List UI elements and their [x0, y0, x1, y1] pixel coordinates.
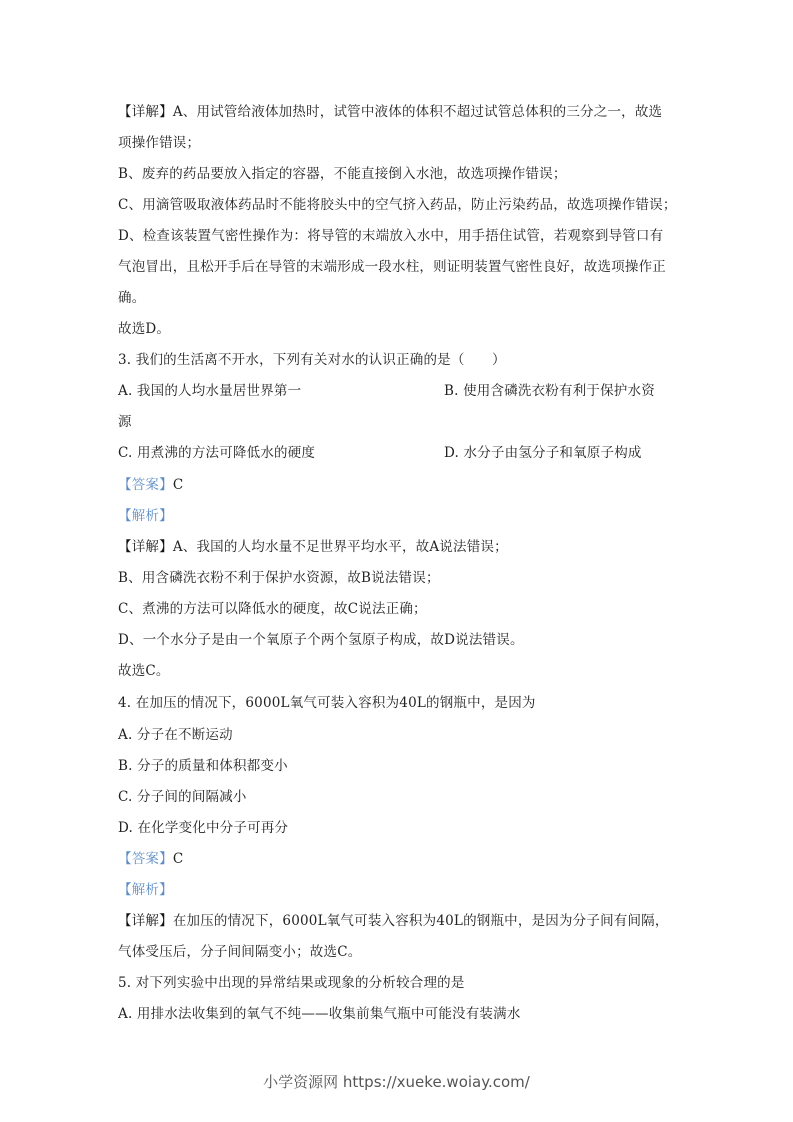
q3-detail-2: B、用含磷洗衣粉不利于保护水资源，故B说法错误； [118, 570, 440, 586]
q3-detail-3: C、煮沸的方法可以降低水的硬度，故C说法正确； [118, 601, 427, 617]
q5-stem: 5. 对下列实验中出现的异常结果或现象的分析较合理的是 [118, 975, 465, 991]
q3-option-a: A. 我国的人均水量居世界第一 [118, 383, 302, 399]
q3-conclusion: 故选C。 [118, 663, 170, 679]
q5-option-a: A. 用排水法收集到的氧气不纯——收集前集气瓶中可能没有装满水 [118, 1006, 521, 1022]
q3-option-b-cont: 源 [118, 414, 132, 430]
q2-detail-line-1: 【详解】A、用试管给液体加热时，试管中液体的体积不超过试管总体积的三分之一，故选 [118, 104, 663, 120]
q4-stem: 4. 在加压的情况下，6000L氧气可装入容积为40L的钢瓶中，是因为 [118, 695, 536, 711]
footer-watermark: 小学资源网 https://xueke.woiay.com/ [263, 1073, 530, 1091]
answer-tag: 【答案】 [118, 851, 173, 867]
q2-detail-line-3: B、废弃的药品要放入指定的容器，不能直接倒入水池，故选项操作错误； [118, 166, 567, 182]
q3-stem: 3. 我们的生活离不开水，下列有关对水的认识正确的是（ ） [118, 352, 506, 368]
q4-answer [118, 850, 183, 868]
q4-detail-2: 气体受压后，分子间间隔变小；故选C。 [118, 944, 362, 960]
q2-detail-line-7: 确。 [118, 290, 146, 306]
q4-option-b: B. 分子的质量和体积都变小 [118, 758, 288, 774]
q2-detail-line-5: D、检查该装置气密性操作为：将导管的末端放入水中，用手捂住试管，若观察到导管口有 [118, 228, 664, 244]
q3-option-b: B. 使用含磷洗衣粉有利于保护水资 [444, 383, 655, 399]
q2-detail-line-4: C、用滴管吸取液体药品时不能将胶头中的空气挤入药品，防止污染药品，故选项操作错误； [118, 197, 677, 213]
q3-option-c: C. 用煮沸的方法可降低水的硬度 [118, 445, 316, 461]
q3-answer [118, 476, 183, 494]
q4-option-a: A. 分子在不断运动 [118, 727, 233, 743]
q2-detail-line-6: 气泡冒出，且松开手后在导管的末端形成一段水柱，则证明装置气密性良好，故选项操作正 [118, 259, 666, 275]
q2-conclusion: 故选D。 [118, 321, 171, 337]
q3-detail-1: 【详解】A、我国的人均水量不足世界平均水平，故A说法错误； [118, 539, 508, 555]
q4-detail-1: 【详解】在加压的情况下，6000L氧气可装入容积为40L的钢瓶中，是因为分子间有间隔， [118, 913, 669, 929]
answer-value: C [172, 477, 184, 493]
answer-value: C [172, 851, 184, 867]
q2-detail-line-2: 项操作错误； [118, 135, 201, 151]
q3-option-d: D. 水分子由氢分子和氧原子构成 [444, 445, 642, 461]
q4-option-d: D. 在化学变化中分子可再分 [118, 820, 289, 836]
answer-tag: 【答案】 [118, 477, 173, 493]
q4-option-c: C. 分子间的间隔减小 [118, 789, 247, 805]
q4-analysis-tag: 【解析】 [118, 882, 173, 898]
q3-analysis-tag: 【解析】 [118, 508, 173, 524]
detail-tag: 【详解】 [118, 104, 173, 120]
q3-detail-4: D、一个水分子是由一个氧原子个两个氢原子构成，故D说法错误。 [118, 632, 524, 648]
